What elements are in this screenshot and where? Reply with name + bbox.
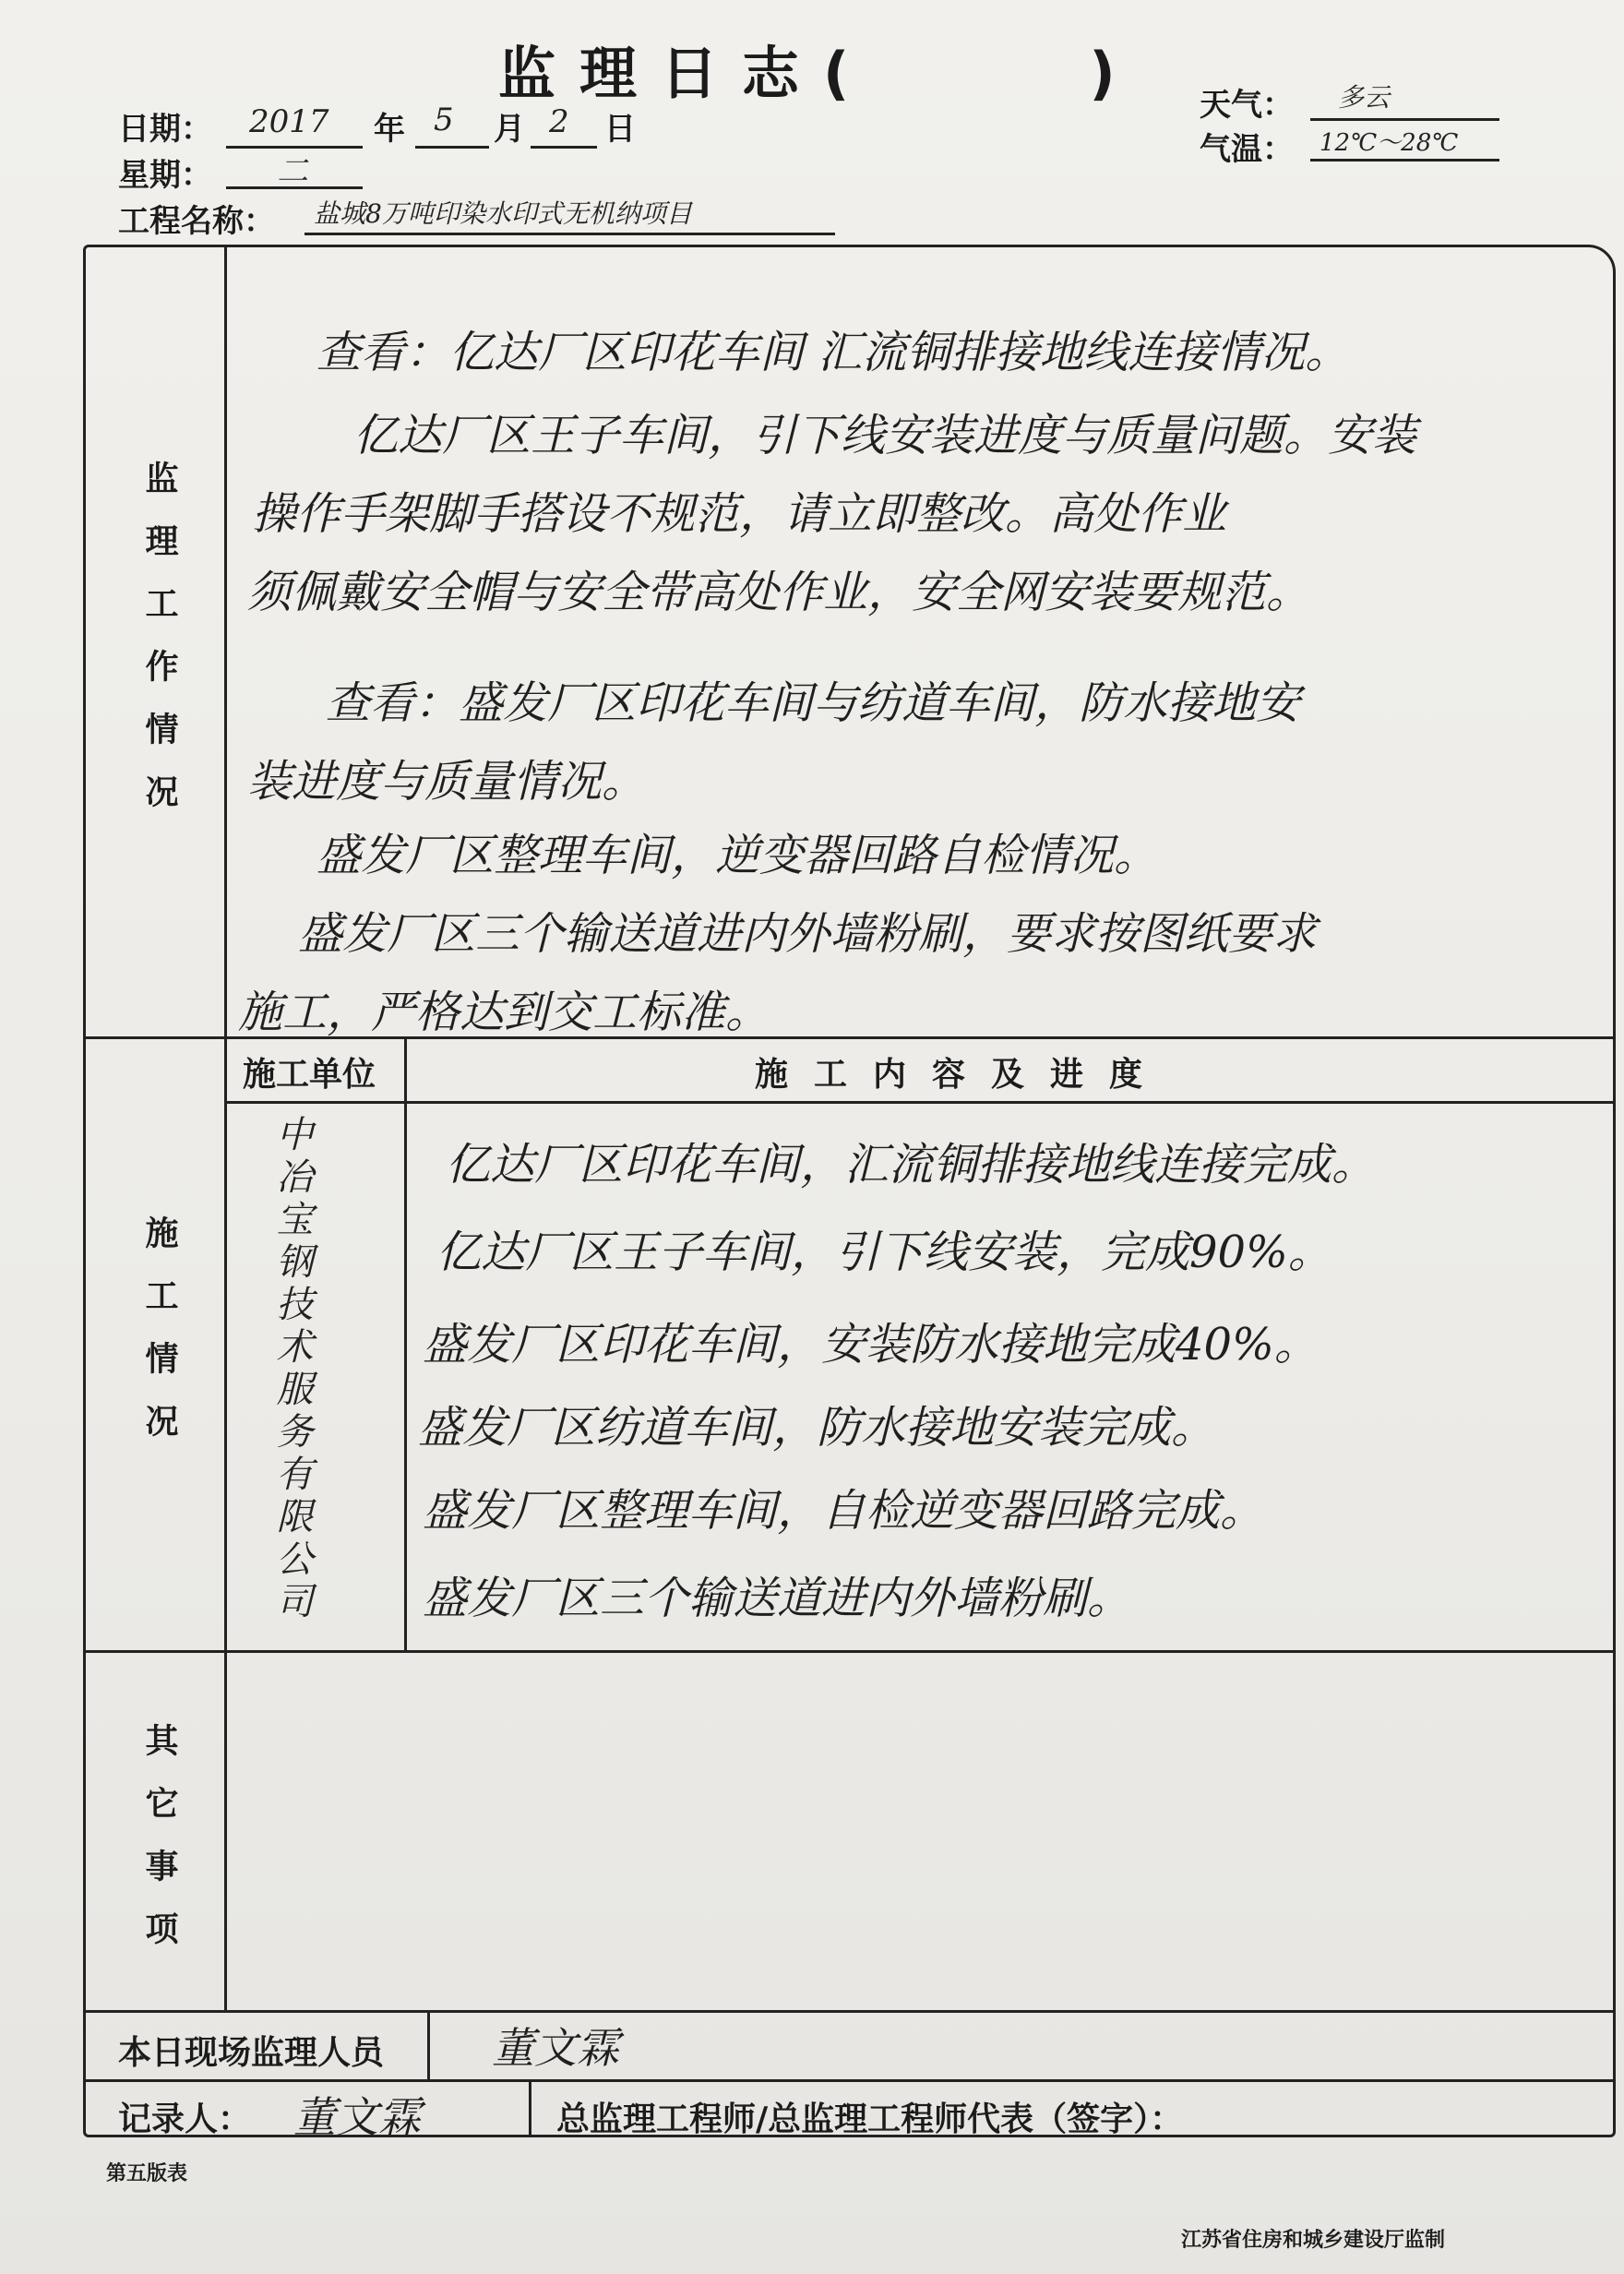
weekday-label: 星期： xyxy=(118,157,212,194)
construction-line-3: 盛发厂区印花车间，安装防水接地完成40%。 xyxy=(423,1319,1319,1370)
date-label: 日期： xyxy=(118,111,212,148)
construction-unit-value: 中冶宝钢技术服务有限公司 xyxy=(270,1115,313,1624)
recorder-label: 记录人： xyxy=(118,2100,252,2138)
section-other-matters-label: 其它事项 xyxy=(140,1723,178,1974)
weather-value: 多云 xyxy=(1338,82,1391,113)
construction-line-4: 盛发厂区纺道车间，防水接地安装完成。 xyxy=(418,1402,1216,1454)
page-title xyxy=(498,28,1144,107)
construction-content-header: 施工内容及进度 xyxy=(755,1056,1169,1094)
supervision-line-8: 盛发厂区三个输送道进内外墙粉刷，要求按图纸要求 xyxy=(298,908,1318,960)
supervision-line-5: 查看：盛发厂区印花车间与纺道车间，防水接地安 xyxy=(326,677,1301,729)
project-name-label: 工程名称： xyxy=(118,203,275,240)
supervision-line-2: 亿达厂区王子车间，引下线安装进度与质量问题。安装 xyxy=(353,410,1417,461)
supervision-line-7: 盛发厂区整理车间，逆变器回路自检情况。 xyxy=(316,830,1159,881)
construction-line-1: 亿达厂区印花车间，汇流铜排接地线连接完成。 xyxy=(446,1139,1377,1191)
supervision-line-1: 查看：亿达厂区印花车间 汇流铜排接地线连接情况。 xyxy=(316,327,1350,378)
section-supervision-work-label: 监理工作情况 xyxy=(140,461,178,837)
title-paren-open: ( xyxy=(823,40,850,107)
log-table xyxy=(83,245,1616,2142)
supervision-line-6: 装进度与质量情况。 xyxy=(247,756,647,808)
year-unit: 年 xyxy=(374,111,405,148)
construction-unit-header: 施工单位 xyxy=(243,1056,376,1094)
temperature-label: 气温： xyxy=(1200,131,1294,168)
project-name-value: 盐城8万吨印染水印式无机纳项目 xyxy=(314,198,692,229)
form-version: 第五版表 xyxy=(106,2162,188,2185)
title-paren-close: ) xyxy=(1089,40,1116,107)
supervision-line-3: 操作手架脚手搭设不规范，请立即整改。高处作业 xyxy=(252,488,1227,540)
supervision-line-9: 施工，严格达到交工标准。 xyxy=(238,987,770,1038)
construction-line-6: 盛发厂区三个输送道进内外墙粉刷。 xyxy=(423,1573,1132,1624)
section-construction-label: 施工情况 xyxy=(140,1215,178,1466)
weather-label: 天气： xyxy=(1200,87,1294,124)
supervision-line-4: 须佩戴安全帽与安全带高处作业，安全网安装要规范。 xyxy=(247,567,1311,618)
onsite-supervisors-label: 本日现场监理人员 xyxy=(118,2034,385,2072)
weekday-value: 二 xyxy=(277,153,308,190)
date-year-value: 2017 xyxy=(249,103,329,140)
day-unit: 日 xyxy=(604,111,636,148)
title-text: 监理日志 xyxy=(498,40,824,107)
onsite-supervisors-signature: 董文霖 xyxy=(492,2023,619,2073)
construction-line-2: 亿达厂区王子车间，引下线安装，完成90%。 xyxy=(436,1227,1332,1278)
date-day-value: 2 xyxy=(549,103,569,140)
construction-line-5: 盛发厂区整理车间，自检逆变器回路完成。 xyxy=(423,1485,1265,1537)
temperature-value: 12℃～28℃ xyxy=(1320,129,1459,157)
date-month-value: 5 xyxy=(434,102,454,138)
chief-engineer-signature-label: 总监理工程师/总监理工程师代表（签字）： xyxy=(556,2100,1184,2138)
issuer: 江苏省住房和城乡建设厅监制 xyxy=(1181,2229,1446,2252)
month-unit: 月 xyxy=(494,111,525,148)
recorder-signature: 董文霖 xyxy=(293,2092,421,2142)
